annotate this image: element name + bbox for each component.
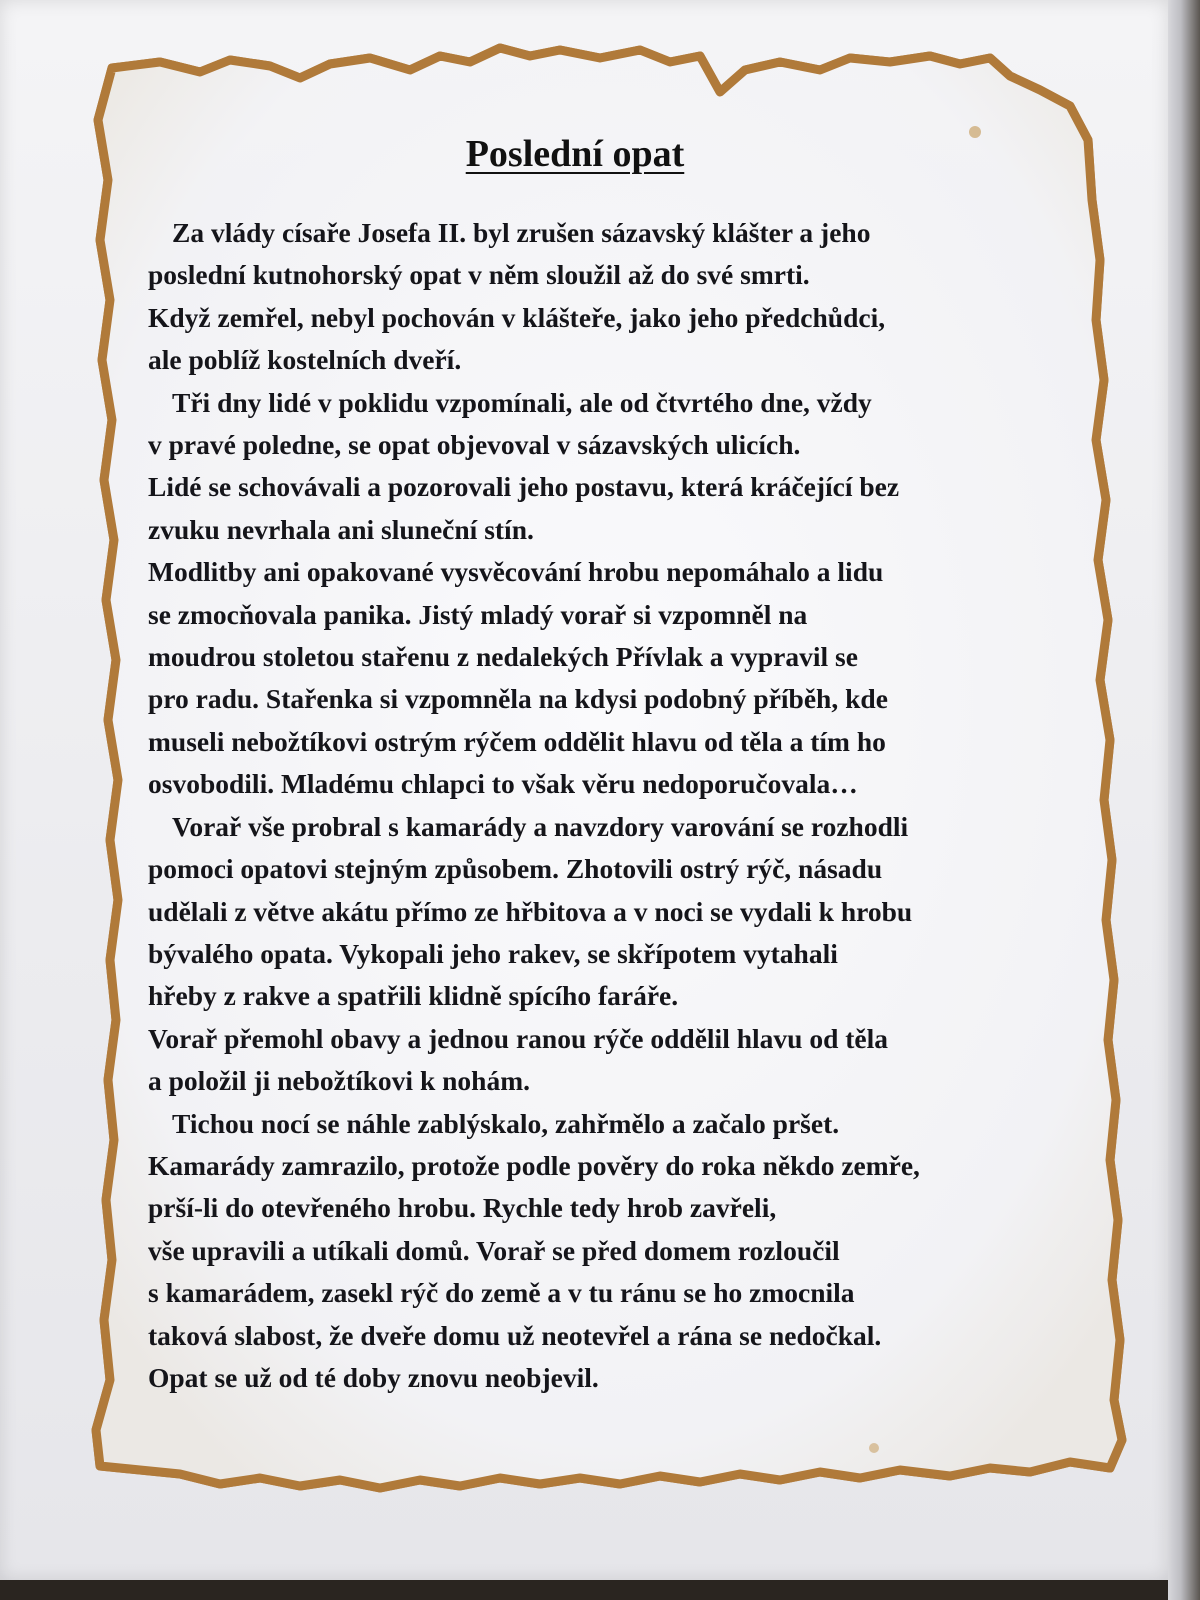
story-line: Za vlády císaře Josefa II. byl zrušen sázavský klášter a jeho: [172, 217, 871, 248]
story-line: museli nebožtíkovi ostrým rýčem oddělit hlavu od těla a tím ho: [148, 725, 886, 757]
story-line: Vorař přemohl obavy a jednou ranou rýče oddělil hlavu od těla: [148, 1022, 888, 1054]
story-line: zvuku nevrhala ani sluneční stín.: [148, 513, 534, 545]
story-line: Když zemřel, nebyl pochován v klášteře, jako jeho předchůdci,: [148, 301, 886, 333]
story-line: bývalého opata. Vykopali jeho rakev, se skřípotem vytahali: [148, 937, 838, 969]
story-line: ale poblíž kostelních dveří.: [148, 344, 462, 376]
story-line: poslední kutnohorský opat v něm sloužil až do své smrti.: [148, 259, 810, 291]
story-line: Tři dny lidé v poklidu vzpomínali, ale od čtvrtého dne, vždy: [172, 386, 872, 418]
story-line: hřeby z rakve a spatřili klidně spícího faráře.: [148, 980, 679, 1012]
story-line: taková slabost, že dveře domu už neotevřel a rána se nedočkal.: [148, 1319, 882, 1351]
story-line: Tichou nocí se náhle zablýskalo, zahřmělo a začalo pršet.: [172, 1107, 840, 1139]
story-title: Poslední opat: [465, 133, 685, 175]
story-line: Kamarády zamrazilo, protože podle pověry do roka někdo zemře,: [148, 1149, 920, 1181]
story-line: Modlitby ani opakované vysvěcování hrobu nepomáhalo a lidu: [148, 556, 884, 588]
story-line: prší-li do otevřeného hrobu. Rychle tedy hrob zavřeli,: [148, 1192, 777, 1224]
story-line: a položil ji nebožtíkovi k nohám.: [148, 1065, 530, 1097]
story-line: pomoci opatovi stejným způsobem. Zhotovili ostrý rýč, násadu: [148, 853, 883, 885]
story-line: udělali z větve akátu přímo ze hřbitova a v noci se vydali k hrobu: [148, 895, 913, 927]
story-body: [148, 212, 1098, 1399]
story-line: osvobodili. Mladému chlapci to však věru nedoporučovala…: [148, 768, 858, 800]
story-line: Opat se už od té doby znovu neobjevil.: [148, 1361, 599, 1393]
story-line: moudrou stoletou stařenu z nedalekých Přívlak a vypravil se: [148, 641, 858, 673]
story-line: pro radu. Stařenka si vzpomněla na kdysi podobný příběh, kde: [148, 683, 888, 715]
story-line: Vorař vše probral s kamarády a navzdory varování se rozhodli: [172, 810, 909, 842]
story-line: se zmocňovala panika. Jistý mladý vorař si vzpomněl na: [148, 598, 808, 630]
story-line: s kamarádem, zasekl rýč do země a v tu ránu se ho zmocnila: [148, 1277, 855, 1309]
story-line: v pravé poledne, se opat objevoval v sázavských ulicích.: [148, 429, 801, 461]
story-line: Lidé se schovávali a pozorovali jeho postavu, která kráčející bez: [148, 471, 900, 503]
story-line: vše upravili a utíkali domů. Vorař se před domem rozloučil: [148, 1234, 840, 1266]
